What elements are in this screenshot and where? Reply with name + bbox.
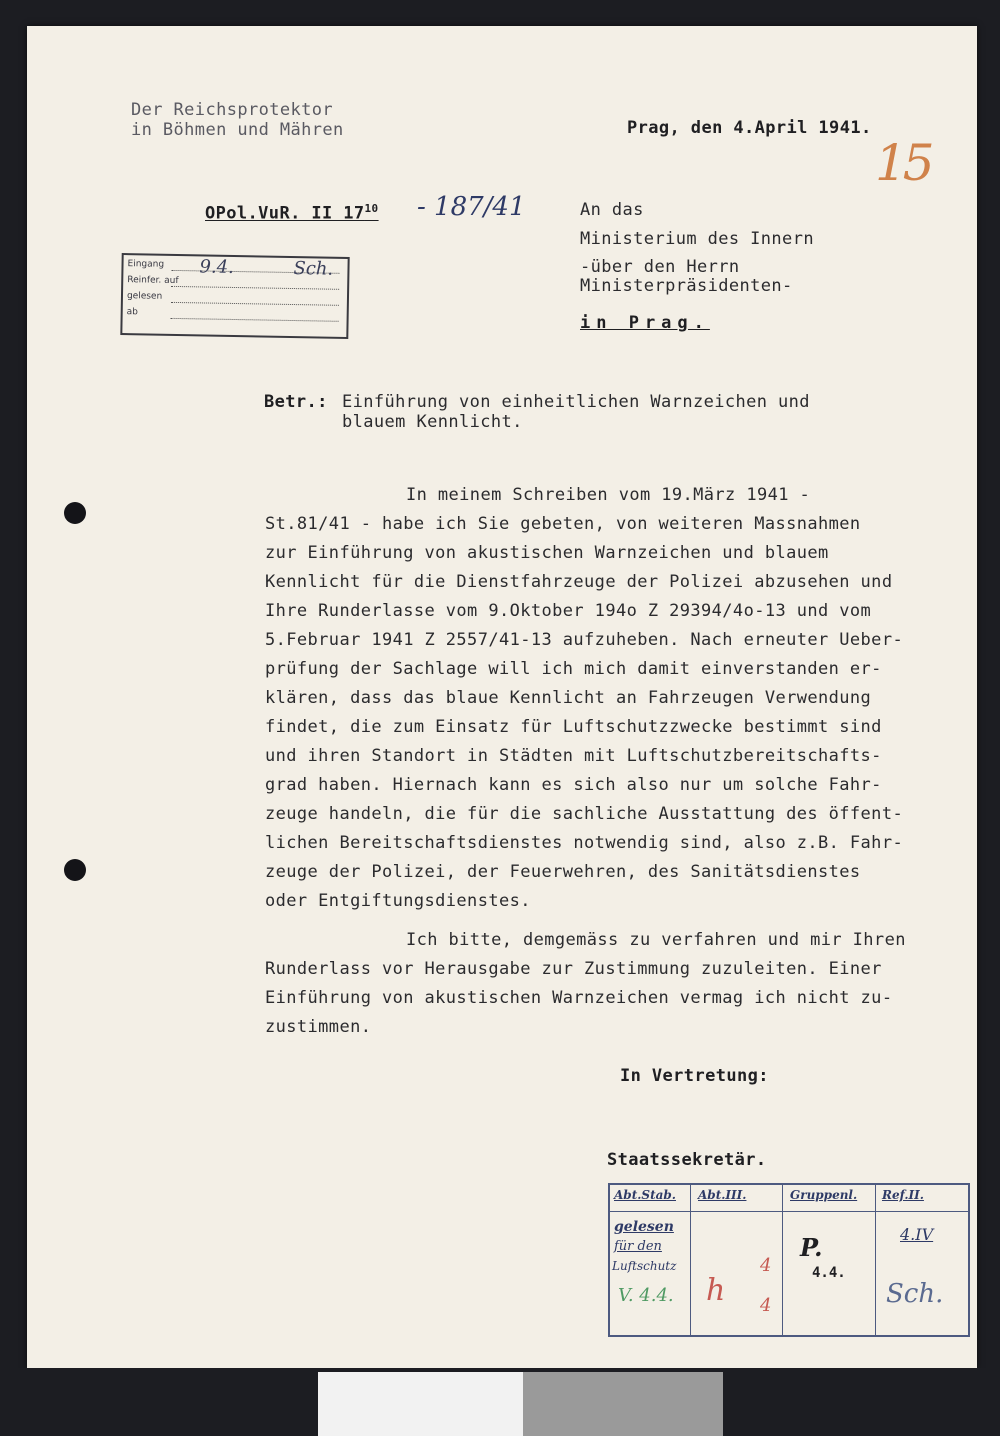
document-page: [27, 26, 977, 1368]
stamp-line-3: [171, 302, 339, 306]
reference-handwritten: - 187/41: [417, 192, 526, 222]
body-line: zeuge der Polizei, der Feuerwehren, des Sanitätsdienstes: [265, 862, 861, 882]
routing-header: Abt.Stab.: [614, 1188, 676, 1202]
stamp-row-2: Reinfer. auf: [127, 275, 179, 287]
routing-cell: V. 4.4.: [618, 1285, 674, 1306]
routing-cell: 4.IV: [900, 1225, 934, 1244]
stamp-handwritten-date: 9.4.: [199, 256, 235, 278]
body-line: und ihren Standort in Städten mit Luftschutzbereitschafts-: [265, 746, 882, 766]
closing-in-vertretung: In Vertretung:: [620, 1066, 769, 1086]
routing-red-mark: h: [706, 1273, 726, 1308]
body-line: zur Einführung von akustischen Warnzeichen und blauem: [265, 543, 829, 563]
scan-white-reference: [318, 1372, 523, 1436]
body-line: St.81/41 - habe ich Sie gebeten, von weiteren Massnahmen: [265, 514, 861, 534]
recipient-line-5: in Prag.: [580, 313, 710, 333]
receipt-stamp: [120, 253, 349, 339]
body-line: Runderlass vor Herausgabe zur Zustimmung zuzuleiten. Einer: [265, 959, 882, 979]
stamp-line-4: [171, 318, 339, 322]
scan-gray-reference: [523, 1372, 723, 1436]
routing-divider: [782, 1185, 783, 1335]
subject-line-2: blauem Kennlicht.: [342, 412, 523, 432]
body-line: oder Entgiftungsdienstes.: [265, 891, 531, 911]
punch-hole-top: [64, 502, 86, 524]
sender-line-1: Der Reichsprotektor: [131, 100, 334, 120]
body-line: zustimmen.: [265, 1017, 372, 1037]
routing-cell: für den: [614, 1239, 662, 1254]
body-line: In meinem Schreiben vom 19.März 1941 -: [406, 485, 811, 505]
body-line: 5.Februar 1941 Z 2557/41-13 aufzuheben. Nach erneuter Ueber-: [265, 630, 904, 650]
stamp-line-2: [171, 286, 339, 290]
routing-slip: [608, 1183, 970, 1337]
recipient-line-2: Ministerium des Innern: [580, 229, 814, 249]
body-line: findet, die zum Einsatz für Luftschutzzwecke bestimmt sind: [265, 717, 882, 737]
recipient-line-4: Ministerpräsidenten-: [580, 276, 793, 296]
body-line: Ich bitte, demgemäss zu verfahren und mir Ihren: [406, 930, 906, 950]
body-line: Einführung von akustischen Warnzeichen vermag ich nicht zu-: [265, 988, 893, 1008]
closing-title: Staatssekretär.: [607, 1150, 767, 1170]
body-line: grad haben. Hiernach kann es sich also nur um solche Fahr-: [265, 775, 882, 795]
routing-cell: Luftschutz: [612, 1259, 677, 1273]
routing-cell: 4: [760, 1295, 772, 1316]
recipient-line-1: An das: [580, 200, 644, 220]
routing-cell: gelesen: [614, 1219, 674, 1235]
sender-line-2: in Böhmen und Mähren: [131, 120, 344, 140]
recipient-line-3: -über den Herrn: [580, 257, 740, 277]
reference-typed: [205, 202, 379, 224]
folio-number: 15: [875, 134, 931, 192]
body-line: Ihre Runderlasse vom 9.Oktober 194o Z 29394/4o-13 und vom: [265, 601, 872, 621]
routing-cell: Sch.: [886, 1279, 944, 1309]
body-line: prüfung der Sachlage will ich mich damit einverstanden er-: [265, 659, 882, 679]
body-line: lichen Bereitschaftsdienstes notwendig sind, also z.B. Fahr-: [265, 833, 904, 853]
body-line: Kennlicht für die Dienstfahrzeuge der Polizei abzusehen und: [265, 572, 893, 592]
routing-cell: 4: [760, 1255, 772, 1276]
subject-label: Betr.:: [264, 392, 328, 412]
stamp-row-1: Eingang: [127, 259, 165, 270]
routing-header: Abt.III.: [698, 1188, 747, 1202]
stamp-handwritten-initials: Sch.: [293, 258, 334, 280]
body-line: klären, dass das blaue Kennlicht an Fahrzeugen Verwendung: [265, 688, 872, 708]
reference-code: OPol.VuR. II 17: [205, 203, 365, 224]
routing-cell: 4.4.: [812, 1265, 846, 1281]
stamp-row-3: gelesen: [126, 291, 163, 302]
routing-cell: P.: [800, 1233, 823, 1262]
punch-hole-bottom: [64, 859, 86, 881]
reference-superscript: 10: [364, 202, 379, 215]
routing-divider: [690, 1185, 691, 1335]
routing-divider: [875, 1185, 876, 1335]
subject-line-1: Einführung von einheitlichen Warnzeichen und: [342, 392, 810, 412]
routing-header: Ref.II.: [882, 1188, 924, 1202]
routing-header: Gruppenl.: [790, 1188, 858, 1202]
body-line: zeuge handeln, die für die sachliche Ausstattung des öffent-: [265, 804, 904, 824]
place-date: Prag, den 4.April 1941.: [627, 118, 872, 138]
stamp-row-4: ab: [126, 307, 139, 318]
